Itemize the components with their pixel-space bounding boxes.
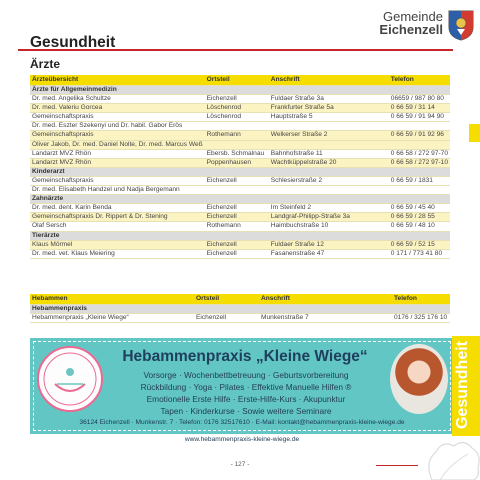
table-cell xyxy=(269,167,389,176)
table-cell xyxy=(392,305,450,314)
table-cell: 0 66 58 / 272 97-70 xyxy=(390,149,448,157)
table-cell xyxy=(389,86,450,95)
page-title: Gesundheit xyxy=(30,34,116,51)
table-cell: Ebersb. Schmalnau xyxy=(205,149,269,158)
table-cell: Haimbuchstraße 10 xyxy=(269,222,389,231)
column-header: Anschrift xyxy=(259,294,392,305)
ad-services-line2: Rückbildung · Yoga · Pilates · Effektive Manuelle Hilfen ® xyxy=(140,382,352,392)
table-cell xyxy=(269,195,389,204)
table-cell xyxy=(269,231,389,240)
table-cell: Bahnhofstraße 11 xyxy=(269,149,389,158)
table-cell xyxy=(205,86,269,95)
table-row xyxy=(30,104,450,113)
table-cell xyxy=(389,122,450,131)
advertisement xyxy=(30,338,454,434)
table-cell: 0 171 / 773 41 80 xyxy=(389,249,450,258)
cradle-logo-icon xyxy=(37,346,103,412)
table-cell: Dr. med. vet. Klaus Meiering xyxy=(30,249,205,258)
ad-website-link[interactable]: www.hebammenpraxis-kleine-wiege.de xyxy=(184,436,300,443)
column-header: Telefon xyxy=(392,294,450,305)
table-cell xyxy=(269,86,389,95)
header-brand xyxy=(379,10,443,36)
ad-title: Hebammenpraxis „Kleine Wiege“ xyxy=(122,348,368,365)
table-cell: Dr. med. Eszter Szekenyi und Dr. habil. Gabor Erös xyxy=(30,122,205,131)
ad-services-line4: Tapen · Kinderkurse · Sowie weitere Seminare xyxy=(160,406,332,416)
table-cell: Ärzte für Allgemeinmedizin xyxy=(30,86,205,95)
table-cell: Tierärzte xyxy=(30,231,205,240)
table-cell: Munkenstraße 7 xyxy=(259,314,392,323)
table-cell xyxy=(389,195,450,204)
doctors-table xyxy=(30,75,450,259)
table-cell: Wachtküppelstraße 20 xyxy=(269,158,389,167)
table-row xyxy=(30,176,450,185)
table-row xyxy=(30,158,450,167)
side-tab xyxy=(452,336,480,436)
table-cell: 0 66 59 / 91 94 90 xyxy=(389,113,450,122)
table-cell xyxy=(389,231,450,240)
table-cell: Dr. med. dent. Karin Benda xyxy=(30,204,205,213)
table-cell: 0 66 59 / 31 14 xyxy=(389,104,450,113)
table-cell: 0 66 59 / 52 15 xyxy=(389,240,450,249)
category-row xyxy=(30,167,450,176)
table-cell: Eichenzell xyxy=(194,314,259,323)
ad-contact: 36124 Eichenzell · Munkenstr. 7 · Telefon: 0176 32517610 · E-Mail: kontakt@hebammenpraxis-kleine-wiege.de xyxy=(79,419,405,426)
table-cell: Eichenzell xyxy=(205,249,269,258)
table-cell: 0 66 59 / 91 92 96 xyxy=(389,131,450,140)
table-header-row xyxy=(30,75,450,86)
table-cell: Kinderarzt xyxy=(30,167,205,176)
table-cell: Gemeinschaftspraxis xyxy=(30,176,205,185)
table-cell: 0 66 59 / 1831 xyxy=(389,176,450,185)
table-cell: Eichenzell xyxy=(205,213,269,222)
table-cell: Olaf Sersch xyxy=(30,222,205,231)
table-cell xyxy=(389,186,450,195)
table-cell: Rothemann xyxy=(205,222,269,231)
table-cell: Landgraf-Philipp-Straße 3a xyxy=(269,213,389,222)
table-cell: 0 66 59 / 45 40 xyxy=(389,204,450,213)
category-row xyxy=(30,231,450,240)
municipality-line2: Eichenzell xyxy=(379,22,443,37)
table-cell: 0 66 59 / 28 55 xyxy=(389,213,450,222)
table-cell: Welkerser Straße 2 xyxy=(269,131,389,140)
table-row xyxy=(30,149,450,158)
table-cell: 0 66 58 / 272 97-10 xyxy=(390,158,448,166)
column-header: Ärzteübersicht xyxy=(30,75,205,86)
midwives-table xyxy=(30,294,450,323)
table-cell xyxy=(205,231,269,240)
column-header: Hebammen xyxy=(30,294,194,305)
table-cell: Hebammenpraxis „Kleine Wiege“ xyxy=(30,314,194,323)
column-header: Telefon xyxy=(389,75,450,86)
table-cell xyxy=(205,122,269,131)
table-cell: Löschenrod xyxy=(205,104,269,113)
table-cell xyxy=(259,305,392,314)
table-cell: Rothemann xyxy=(205,131,269,140)
category-row xyxy=(30,305,450,314)
table-cell: 0 66 59 / 48 10 xyxy=(389,222,450,231)
table-cell: 06659 / 987 80 80 xyxy=(389,95,450,104)
table-cell: 0176 / 325 176 10 xyxy=(392,314,450,323)
ad-services-line1: Vorsorge · Wochenbettbetreuung · Geburtsvorbereitung xyxy=(143,370,349,380)
table-row xyxy=(30,249,450,258)
table-cell xyxy=(269,140,389,149)
column-header: Anschrift xyxy=(269,75,389,86)
table-cell: Oliver Jakob, Dr. med. Daniel Nolte, Dr. med. Marcus Weß xyxy=(32,140,203,148)
column-header: Ortsteil xyxy=(194,294,259,305)
category-row xyxy=(30,195,450,204)
table-cell: Fuldaer Straße 12 xyxy=(269,240,389,249)
table-cell: Schlesierstraße 2 xyxy=(269,176,389,185)
table-row xyxy=(30,186,450,195)
table-row xyxy=(30,222,450,231)
table-cell xyxy=(269,122,389,131)
table-cell: Klaus Mörmel xyxy=(30,240,205,249)
table-cell: Hebammenpraxis xyxy=(30,305,194,314)
table-cell: Eichenzell xyxy=(205,176,269,185)
table-cell xyxy=(389,140,450,149)
table-cell: Dr. med. Valeriu Gorcea xyxy=(30,104,205,113)
table-row xyxy=(30,204,450,213)
section-title: Ärzte xyxy=(30,57,61,71)
table-cell: Poppenhausen xyxy=(205,158,269,167)
table-row xyxy=(30,131,450,140)
table-cell: Fasanenstraße 47 xyxy=(269,249,389,258)
table-row xyxy=(30,140,450,149)
table-cell xyxy=(205,167,269,176)
table-cell: Im Steinfeld 2 xyxy=(269,204,389,213)
municipality-line1: Gemeinde xyxy=(383,9,443,24)
table-header-row xyxy=(30,294,450,305)
table-row xyxy=(30,95,450,104)
table-cell: Eichenzell xyxy=(205,204,269,213)
table-cell xyxy=(194,305,259,314)
table-cell xyxy=(205,195,269,204)
table-row xyxy=(30,113,450,122)
table-cell: Frankfurter Straße 5a xyxy=(269,104,389,113)
table-cell: Landarzt MVZ Rhön xyxy=(30,149,205,158)
table-cell: Dr. med. Elisabeth Handzel und Nadja Bergemann xyxy=(30,186,205,195)
coat-of-arms-icon xyxy=(447,9,475,41)
ad-services-line3: Emotionelle Erste Hilfe · Erste-Hilfe-Kurs · Akupunktur xyxy=(146,394,346,404)
table-row xyxy=(30,122,450,131)
table-row xyxy=(30,314,450,323)
table-cell: Hauptstraße 5 xyxy=(269,113,389,122)
table-cell: Landarzt MVZ Rhön xyxy=(30,158,205,167)
table-cell: Eichenzell xyxy=(205,95,269,104)
table-cell xyxy=(389,167,450,176)
table-cell: Dr. med. Angelika Schultze xyxy=(30,95,205,104)
table-cell: Löschenrod xyxy=(205,113,269,122)
oak-leaf-decoration-icon xyxy=(402,432,480,480)
table-cell xyxy=(205,186,269,195)
category-row xyxy=(30,86,450,95)
page-number: - 127 - xyxy=(230,461,250,468)
table-cell: Gemeinschaftspraxis xyxy=(30,113,205,122)
side-tab-label: Gesundheit xyxy=(454,341,471,430)
table-cell xyxy=(205,140,269,149)
table-cell: Zahnärzte xyxy=(30,195,205,204)
table-row xyxy=(30,213,450,222)
table-cell xyxy=(269,186,389,195)
side-marker xyxy=(469,124,480,142)
table-row xyxy=(30,240,450,249)
column-header: Ortsteil xyxy=(205,75,269,86)
table-cell: Gemeinschaftspraxis xyxy=(30,131,205,140)
table-cell: Eichenzell xyxy=(205,240,269,249)
table-cell: Fuldaer Straße 3a xyxy=(269,95,389,104)
midwife-photo xyxy=(390,344,448,414)
table-cell: Gemeinschaftspraxis Dr. Rippert & Dr. Stening xyxy=(30,213,205,222)
